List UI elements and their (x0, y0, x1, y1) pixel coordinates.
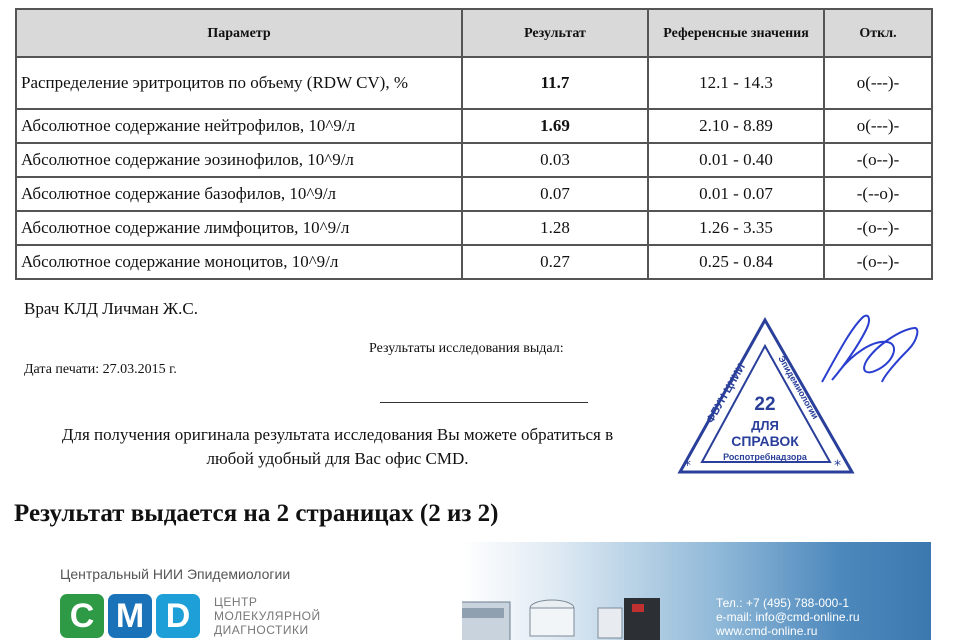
cmd-logo-block (60, 566, 321, 638)
page-count-heading: Результат выдается на 2 страницах (2 из 2) (14, 500, 499, 527)
original-result-note: Для получения оригинала результата исследования Вы можете обратиться в любой удобный для Вас офис CMD. (61, 425, 614, 468)
header-result: Результат (462, 9, 648, 57)
contact-website: www.cmd-online.ru (716, 624, 818, 638)
deviation-cell: о(---)- (824, 57, 932, 109)
result-cell: 0.03 (462, 143, 648, 177)
issued-by-label: Результаты исследования выдал: (369, 341, 564, 356)
header-deviation: Откл. (824, 9, 932, 57)
signature-line (380, 402, 588, 403)
deviation-cell: -(--о)- (824, 177, 932, 211)
contact-phone: Тел.: +7 (495) 788-000-1 (716, 596, 850, 610)
reference-cell: 12.1 - 14.3 (648, 57, 824, 109)
parameter-cell: Абсолютное содержание моноцитов, 10^9/л (16, 245, 462, 279)
reference-cell: 0.01 - 0.07 (648, 177, 824, 211)
reference-cell: 1.26 - 3.35 (648, 211, 824, 245)
table-header-row (16, 9, 932, 57)
stamp-star-left: * (684, 458, 691, 474)
table-row (16, 143, 932, 177)
signature-mark (822, 316, 917, 382)
contact-banner (462, 542, 931, 640)
deviation-cell: -(о--)- (824, 211, 932, 245)
centrifuge-icon (530, 600, 574, 636)
table-row (16, 109, 932, 143)
table-row (16, 177, 932, 211)
contact-email: e-mail: info@cmd-online.ru (716, 610, 860, 624)
center-name-line: МОЛЕКУЛЯРНОЙ (214, 609, 321, 623)
parameter-cell: Абсолютное содержание базофилов, 10^9/л (16, 177, 462, 211)
deviation-cell: о(---)- (824, 109, 932, 143)
reference-cell: 0.01 - 0.40 (648, 143, 824, 177)
lab-equipment-image (462, 542, 682, 640)
logo-letter-c: C (60, 594, 104, 638)
parameter-cell: Распределение эритроцитов по объему (RDW CV), % (16, 57, 462, 109)
result-cell: 1.28 (462, 211, 648, 245)
stamp-star-right: * (834, 458, 841, 474)
result-cell: 0.07 (462, 177, 648, 211)
result-cell: 11.7 (462, 57, 648, 109)
stamp-line1: ДЛЯ (751, 418, 779, 433)
stamp-side-right: Эпидемиологии (776, 354, 821, 421)
center-name-line: ДИАГНОСТИКИ (214, 623, 309, 637)
stamp-side-left: ФБУН ЦНИИ (704, 361, 748, 426)
logo-letter-m: M (108, 594, 152, 638)
print-date: Дата печати: 27.03.2015 г. (24, 362, 177, 377)
parameter-cell: Абсолютное содержание эозинофилов, 10^9/л (16, 143, 462, 177)
stamp-line2: СПРАВОК (731, 433, 799, 449)
center-name (214, 595, 321, 637)
parameter-cell: Абсолютное содержание лимфоцитов, 10^9/л (16, 211, 462, 245)
results-table (15, 8, 933, 280)
result-cell: 0.27 (462, 245, 648, 279)
parameter-cell: Абсолютное содержание нейтрофилов, 10^9/л (16, 109, 462, 143)
deviation-cell: -(о--)- (824, 245, 932, 279)
doctor-name: Врач КЛД Личман Ж.С. (24, 299, 199, 318)
deviation-cell: -(о--)- (824, 143, 932, 177)
result-cell: 1.69 (462, 109, 648, 143)
header-reference: Референсные значения (648, 9, 824, 57)
table-row (16, 57, 932, 109)
analyzer-icon (462, 602, 510, 640)
institute-name: Центральный НИИ Эпидемиологии (60, 566, 291, 582)
header-parameter: Параметр (16, 9, 462, 57)
thermocycler-icon (598, 598, 660, 640)
center-name-line: ЦЕНТР (214, 595, 258, 609)
logo-letter-d: D (156, 594, 200, 638)
cmd-logo (60, 594, 321, 638)
reference-cell: 2.10 - 8.89 (648, 109, 824, 143)
table-row (16, 211, 932, 245)
table-row (16, 245, 932, 279)
stamp-bottom-text: Роспотребнадзора (723, 452, 807, 462)
stamp-number: 22 (754, 394, 776, 415)
contact-info (716, 596, 860, 638)
reference-cell: 0.25 - 0.84 (648, 245, 824, 279)
lab-stamp (672, 300, 922, 480)
